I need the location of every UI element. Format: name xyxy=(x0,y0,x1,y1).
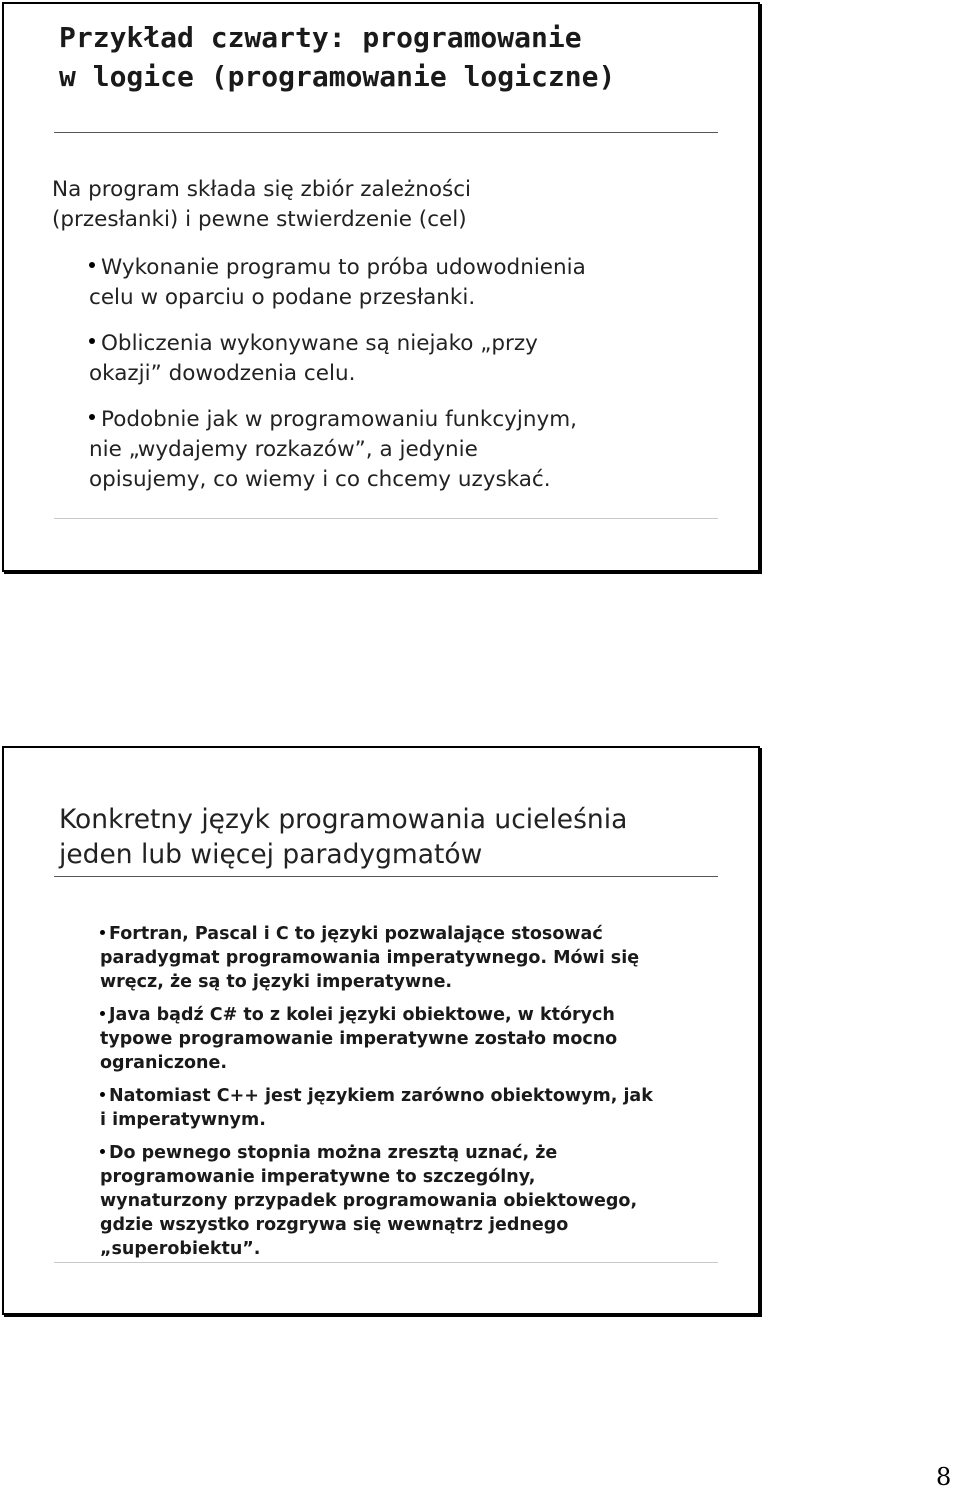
slide-1-lead xyxy=(52,175,692,235)
bullet-text: Java bądź C# to z kolei języki obiektowe, w których xyxy=(109,1005,615,1025)
bullet-dot-icon xyxy=(89,262,95,268)
bullet-dot-icon xyxy=(89,338,95,344)
bullet-item xyxy=(89,253,709,313)
bullet-text: wręcz, że są to języki imperatywne. xyxy=(100,972,453,992)
bullet-text: Obliczenia wykonywane są niejako „przy xyxy=(101,331,538,356)
bullet-text: wynaturzony przypadek programowania obiektowego, xyxy=(100,1191,638,1211)
bullet-item xyxy=(100,922,720,994)
lead-line-1: Na program składa się zbiór zależności xyxy=(52,177,471,202)
bullet-text: „superobiektu”. xyxy=(100,1239,261,1259)
bullet-text: nie „wydajemy rozkazów”, a jedynie xyxy=(89,437,478,462)
title-divider xyxy=(54,876,718,877)
slide-2-title xyxy=(59,802,719,872)
bullet-text: opisujemy, co wiemy i co chcemy uzyskać. xyxy=(89,467,551,492)
bullet-text: gdzie wszystko rozgrywa się wewnątrz jednego xyxy=(100,1215,569,1235)
footer-divider xyxy=(54,518,718,519)
footer-divider xyxy=(54,1262,718,1263)
bullet-text: typowe programowanie imperatywne zostało mocno xyxy=(100,1029,618,1049)
title-divider xyxy=(54,132,718,133)
slide-1 xyxy=(2,2,760,572)
slide-2-title-line-1: Konkretny język programowania ucieleśnia xyxy=(59,804,628,835)
bullet-text: i imperatywnym. xyxy=(100,1110,266,1130)
slide-1-title xyxy=(59,18,615,96)
slide-1-title-line-2: w logice (programowanie logiczne) xyxy=(59,60,616,93)
slide-2 xyxy=(2,746,760,1315)
bullet-text: celu w oparciu o podane przesłanki. xyxy=(89,285,476,310)
slide-2-title-line-2: jeden lub więcej paradygmatów xyxy=(59,839,483,870)
bullet-text: Fortran, Pascal i C to języki pozwalające stosować xyxy=(109,924,603,944)
bullet-dot-icon xyxy=(100,930,105,935)
bullet-dot-icon xyxy=(100,1092,105,1097)
bullet-item xyxy=(100,1141,720,1261)
bullet-text: Natomiast C++ jest językiem zarówno obiektowym, jak xyxy=(109,1086,653,1106)
bullet-text: programowanie imperatywne to szczególny, xyxy=(100,1167,536,1187)
bullet-text: Do pewnego stopnia można zresztą uznać, że xyxy=(109,1143,558,1163)
bullet-text: okazji” dowodzenia celu. xyxy=(89,361,356,386)
bullet-dot-icon xyxy=(89,414,95,420)
bullet-text: Podobnie jak w programowaniu funkcyjnym, xyxy=(101,407,577,432)
bullet-text: paradygmat programowania imperatywnego. Mówi się xyxy=(100,948,640,968)
bullet-text: Wykonanie programu to próba udowodnienia xyxy=(101,255,586,280)
bullet-text: ograniczone. xyxy=(100,1053,228,1073)
slide-1-bullet-list xyxy=(89,253,709,511)
bullet-item xyxy=(100,1003,720,1075)
bullet-dot-icon xyxy=(100,1149,105,1154)
bullet-dot-icon xyxy=(100,1011,105,1016)
page-number: 8 xyxy=(936,1463,952,1491)
bullet-item xyxy=(100,1084,720,1132)
slide-2-bullet-list xyxy=(100,922,720,1270)
slide-1-title-line-1: Przykład czwarty: programowanie xyxy=(59,21,582,54)
bullet-item xyxy=(89,405,709,495)
lead-line-2: (przesłanki) i pewne stwierdzenie (cel) xyxy=(52,207,467,232)
bullet-item xyxy=(89,329,709,389)
